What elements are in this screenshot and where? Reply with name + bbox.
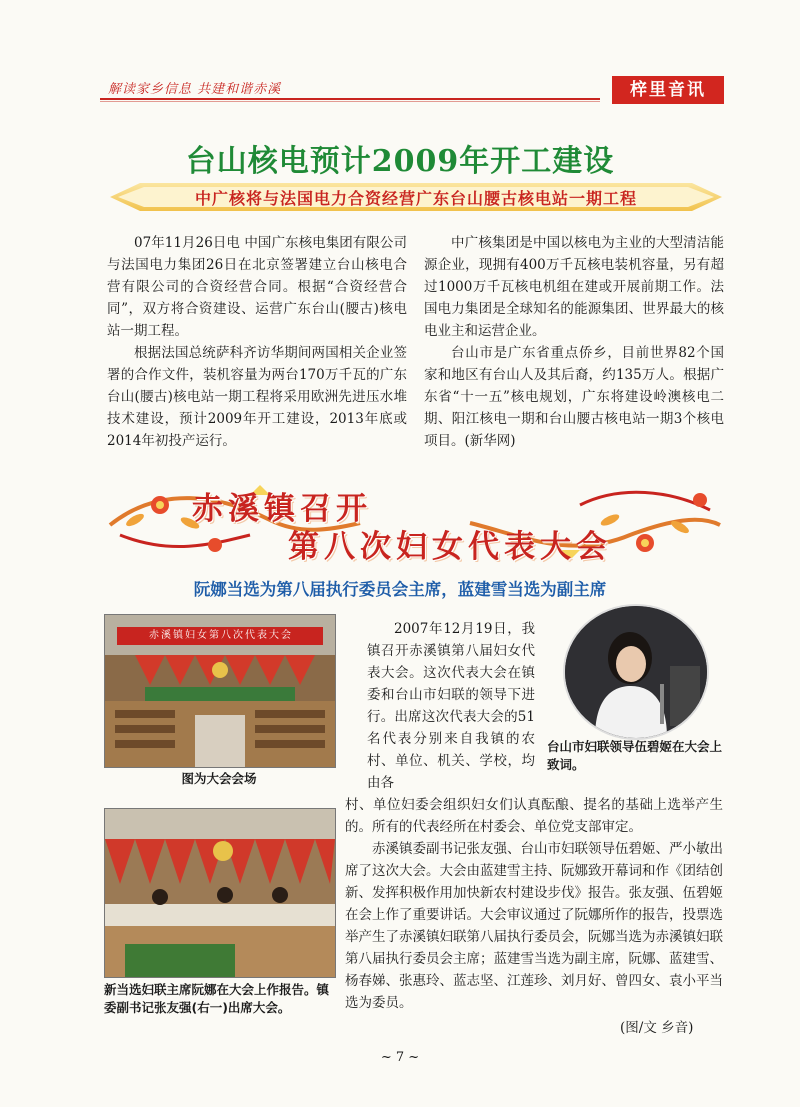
article2-paragraph: 村、单位妇委会组织妇女们认真酝酿、提名的基础上选举产生的。所有的代表经所在村委会、单位党支部审定。 (345, 797, 723, 835)
column-tag: 梓里音讯 (612, 76, 724, 104)
article1-paragraph: 台山市是广东省重点侨乡，目前世界82个国家和地区有台山人及其后裔，约135万人。根据广东省“十一五”核电规划，广东将建设岭澳核电二期、阳江核电一期和台山腰古核电站一期3个核电项目。(新华网) (424, 345, 724, 449)
article1-paragraph: 中广核集团是中国以核电为主业的大型清洁能源企业，现拥有400万千瓦核电装机容量，另有超过1000万千瓦核电机组在建或开展前期工作。法国电力集团是全球知名的能源集团、世界最大的核电业主和运营企业。 (424, 235, 724, 339)
article1-subtitle-banner (110, 179, 722, 215)
report-photo (104, 808, 336, 978)
meeting-hall-banner-text: 赤溪镇妇女第八次代表大会 (149, 630, 293, 641)
article1-left-column (107, 232, 407, 452)
header-rule-thin (100, 101, 600, 102)
article2-paragraph: 赤溪镇委副书记张友强、台山市妇联领导伍碧姬、严小敏出席了这次大会。大会由蓝建雪主持、阮娜致开幕词和作《团结创新、发挥积极作用加快新农村建设步伐》报告。张友强、伍碧姬在会上作了重要讲话。大会审议通过了阮娜所作的报告，投票选举产生了赤溪镇妇联第八届执行委员会，阮娜当选为赤溪镇妇联第八届执行委员会主席；蓝建雪当选为副主席，阮娜、蓝建雪、杨春娣、张惠玲、蓝志坚、江莲珍、刘月好、曾四女、袁小平当选为委员。 (345, 841, 723, 1011)
article1-right-column (424, 232, 724, 452)
speaker-portrait-photo (563, 604, 709, 740)
header-slogan: 解读家乡信息 共建和谐赤溪 (108, 82, 282, 97)
article2-paragraph: 2007年12月19日，我镇召开赤溪镇第八届妇女代表大会。这次代表大会在镇委和台山市妇联的领导下进行。出席这次代表大会的51名代表分别来自我镇的农村、单位、机关、学校，均由各 (367, 621, 535, 791)
article2-title-line2: 第八次妇女代表大会 (288, 529, 612, 565)
report-image (105, 809, 335, 977)
article2-byline: (图/文 乡音) (620, 1020, 694, 1036)
article1-subtitle: 中广核将与法国电力合资经营广东台山腰古核电站一期工程 (194, 189, 637, 208)
article1-paragraph: 根据法国总统萨科齐访华期间两国相关企业签署的合作文件，装机容量为两台170万千瓦的广东台山(腰古)核电站一期工程将采用欧洲先进压水堆技术建设，预计2009年开工建设，2013年底或2014年初投产运行。 (107, 345, 407, 449)
article2-narrow-column (367, 618, 535, 794)
page-number: ~ 7 ~ (380, 1050, 420, 1065)
meeting-hall-photo (104, 614, 336, 768)
speaker-portrait-image (565, 606, 707, 738)
article2-title-line1: 赤溪镇召开 (192, 491, 372, 527)
photo3-caption: 台山市妇联领导伍碧姬在大会上致词。 (547, 739, 723, 772)
photo2-caption: 新当选妇联主席阮娜在大会上作报告。镇委副书记张友强(右一)出席大会。 (104, 982, 330, 1015)
article2-subtitle: 阮娜当选为第八届执行委员会主席，蓝建雪当选为副主席 (193, 580, 607, 599)
header-rule (100, 98, 600, 100)
article1-title: 台山核电预计2009年开工建设 (185, 144, 615, 179)
photo1-caption: 图为大会会场 (181, 771, 257, 786)
article1-paragraph: 07年11月26日电 中国广东核电集团有限公司与法国电力集团26日在北京签署建立台山核电合营有限公司的合资经营合同。根据“合资经营合同”，双方将合资建设、运营广东台山(腰古)核电站一期工程。 (107, 235, 407, 339)
article2-wide-column (345, 794, 723, 1014)
article2-title-block (100, 465, 730, 575)
